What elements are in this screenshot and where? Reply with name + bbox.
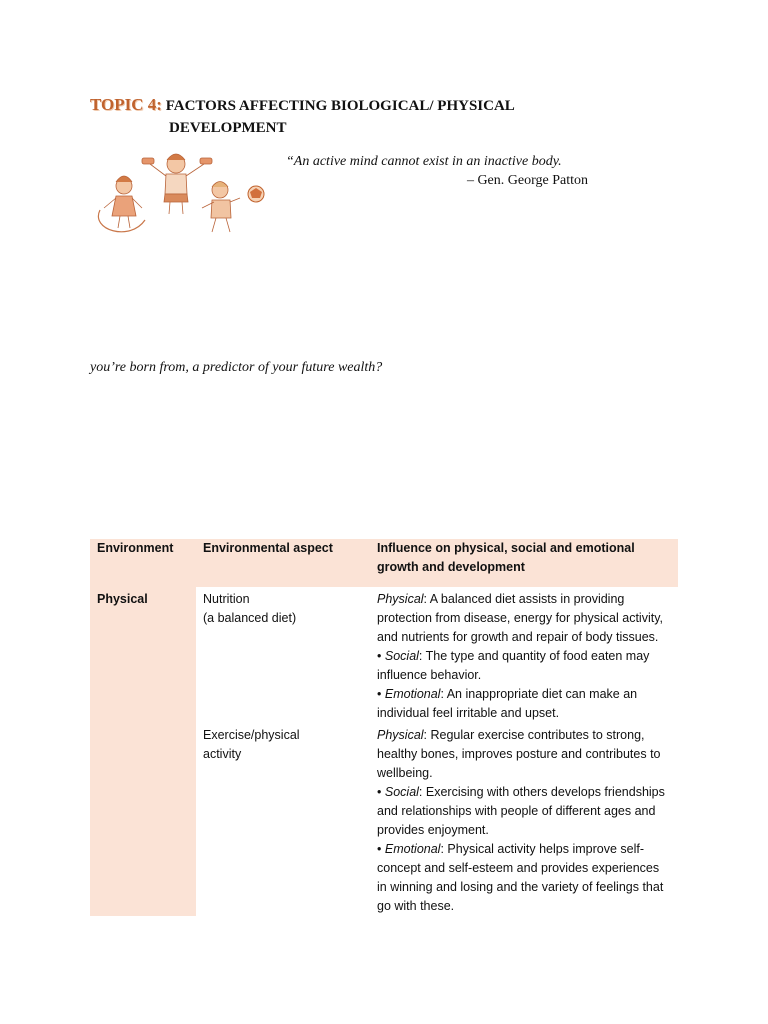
aspect-line: (a balanced diet) (203, 611, 297, 625)
table-row (90, 587, 678, 723)
social-label: Social (384, 649, 419, 663)
physical-label: Physical (377, 728, 424, 742)
environment-table (90, 539, 678, 916)
physical-influence (377, 726, 671, 783)
aspect-line: Nutrition (203, 592, 250, 606)
topic-title-line2: DEVELOPMENT (169, 120, 287, 136)
aspect-line: Exercise/physical (203, 728, 300, 742)
emotional-text: : An inappropriate diet can make an individual feel irritable and upset. (377, 687, 638, 720)
header-environment: Environment (90, 539, 196, 587)
physical-text: : A balanced diet assists in providing protection from disease, energy for physical activity, and nutrients for growth and repair of body tissues. (377, 592, 664, 644)
quote-text: “An active mind cannot exist in an inactive body. (286, 154, 562, 169)
physical-influence (377, 590, 671, 647)
aspect-cell (196, 587, 370, 723)
table-header-row (90, 539, 678, 587)
physical-label: Physical (377, 592, 424, 606)
topic-tag: TOPIC 4: (90, 95, 162, 114)
child-with-ball-figure (202, 182, 240, 233)
bullet: • (377, 785, 382, 799)
quote-block (286, 152, 606, 190)
question-text: you’re born from, a predictor of your future wealth? (90, 360, 383, 375)
ball-icon (248, 186, 264, 202)
emotional-text: : Physical activity helps improve self-concept and self-esteem and provides experiences in winning and losing and the variety of feelings that go with these. (377, 842, 664, 913)
topic-title-line1: FACTORS AFFECTING BIOLOGICAL/ PHYSICAL (165, 98, 515, 114)
social-influence (377, 783, 671, 840)
aspect-line: activity (203, 747, 242, 761)
children-playing-illustration (90, 150, 270, 238)
header-influence: Influence on physical, social and emotional growth and development (370, 539, 678, 587)
header-aspect: Environmental aspect (196, 539, 370, 587)
bullet: • (377, 842, 382, 856)
emotional-influence (377, 685, 671, 723)
bullet: • (377, 687, 382, 701)
emotional-influence (377, 840, 671, 916)
emotional-label: Emotional (384, 842, 441, 856)
influence-cell (370, 723, 678, 916)
aspect-cell (196, 723, 370, 916)
social-label: Social (384, 785, 419, 799)
bullet: • (377, 649, 382, 663)
environment-cell: Physical (90, 587, 196, 916)
physical-text: : Regular exercise contributes to strong, healthy bones, improves posture and contributes to wellbeing. (377, 728, 661, 780)
girl-figure (104, 176, 142, 228)
topic-heading (90, 94, 515, 139)
social-text: : Exercising with others develops friendships and relationships with people of different ages and provides enjoyment. (377, 785, 665, 837)
quote-author: – Gen. George Patton (466, 173, 588, 188)
social-influence (377, 647, 671, 685)
influence-cell (370, 587, 678, 723)
emotional-label: Emotional (384, 687, 441, 701)
social-text: : The type and quantity of food eaten may influence behavior. (377, 649, 650, 682)
boy-figure (142, 154, 212, 214)
